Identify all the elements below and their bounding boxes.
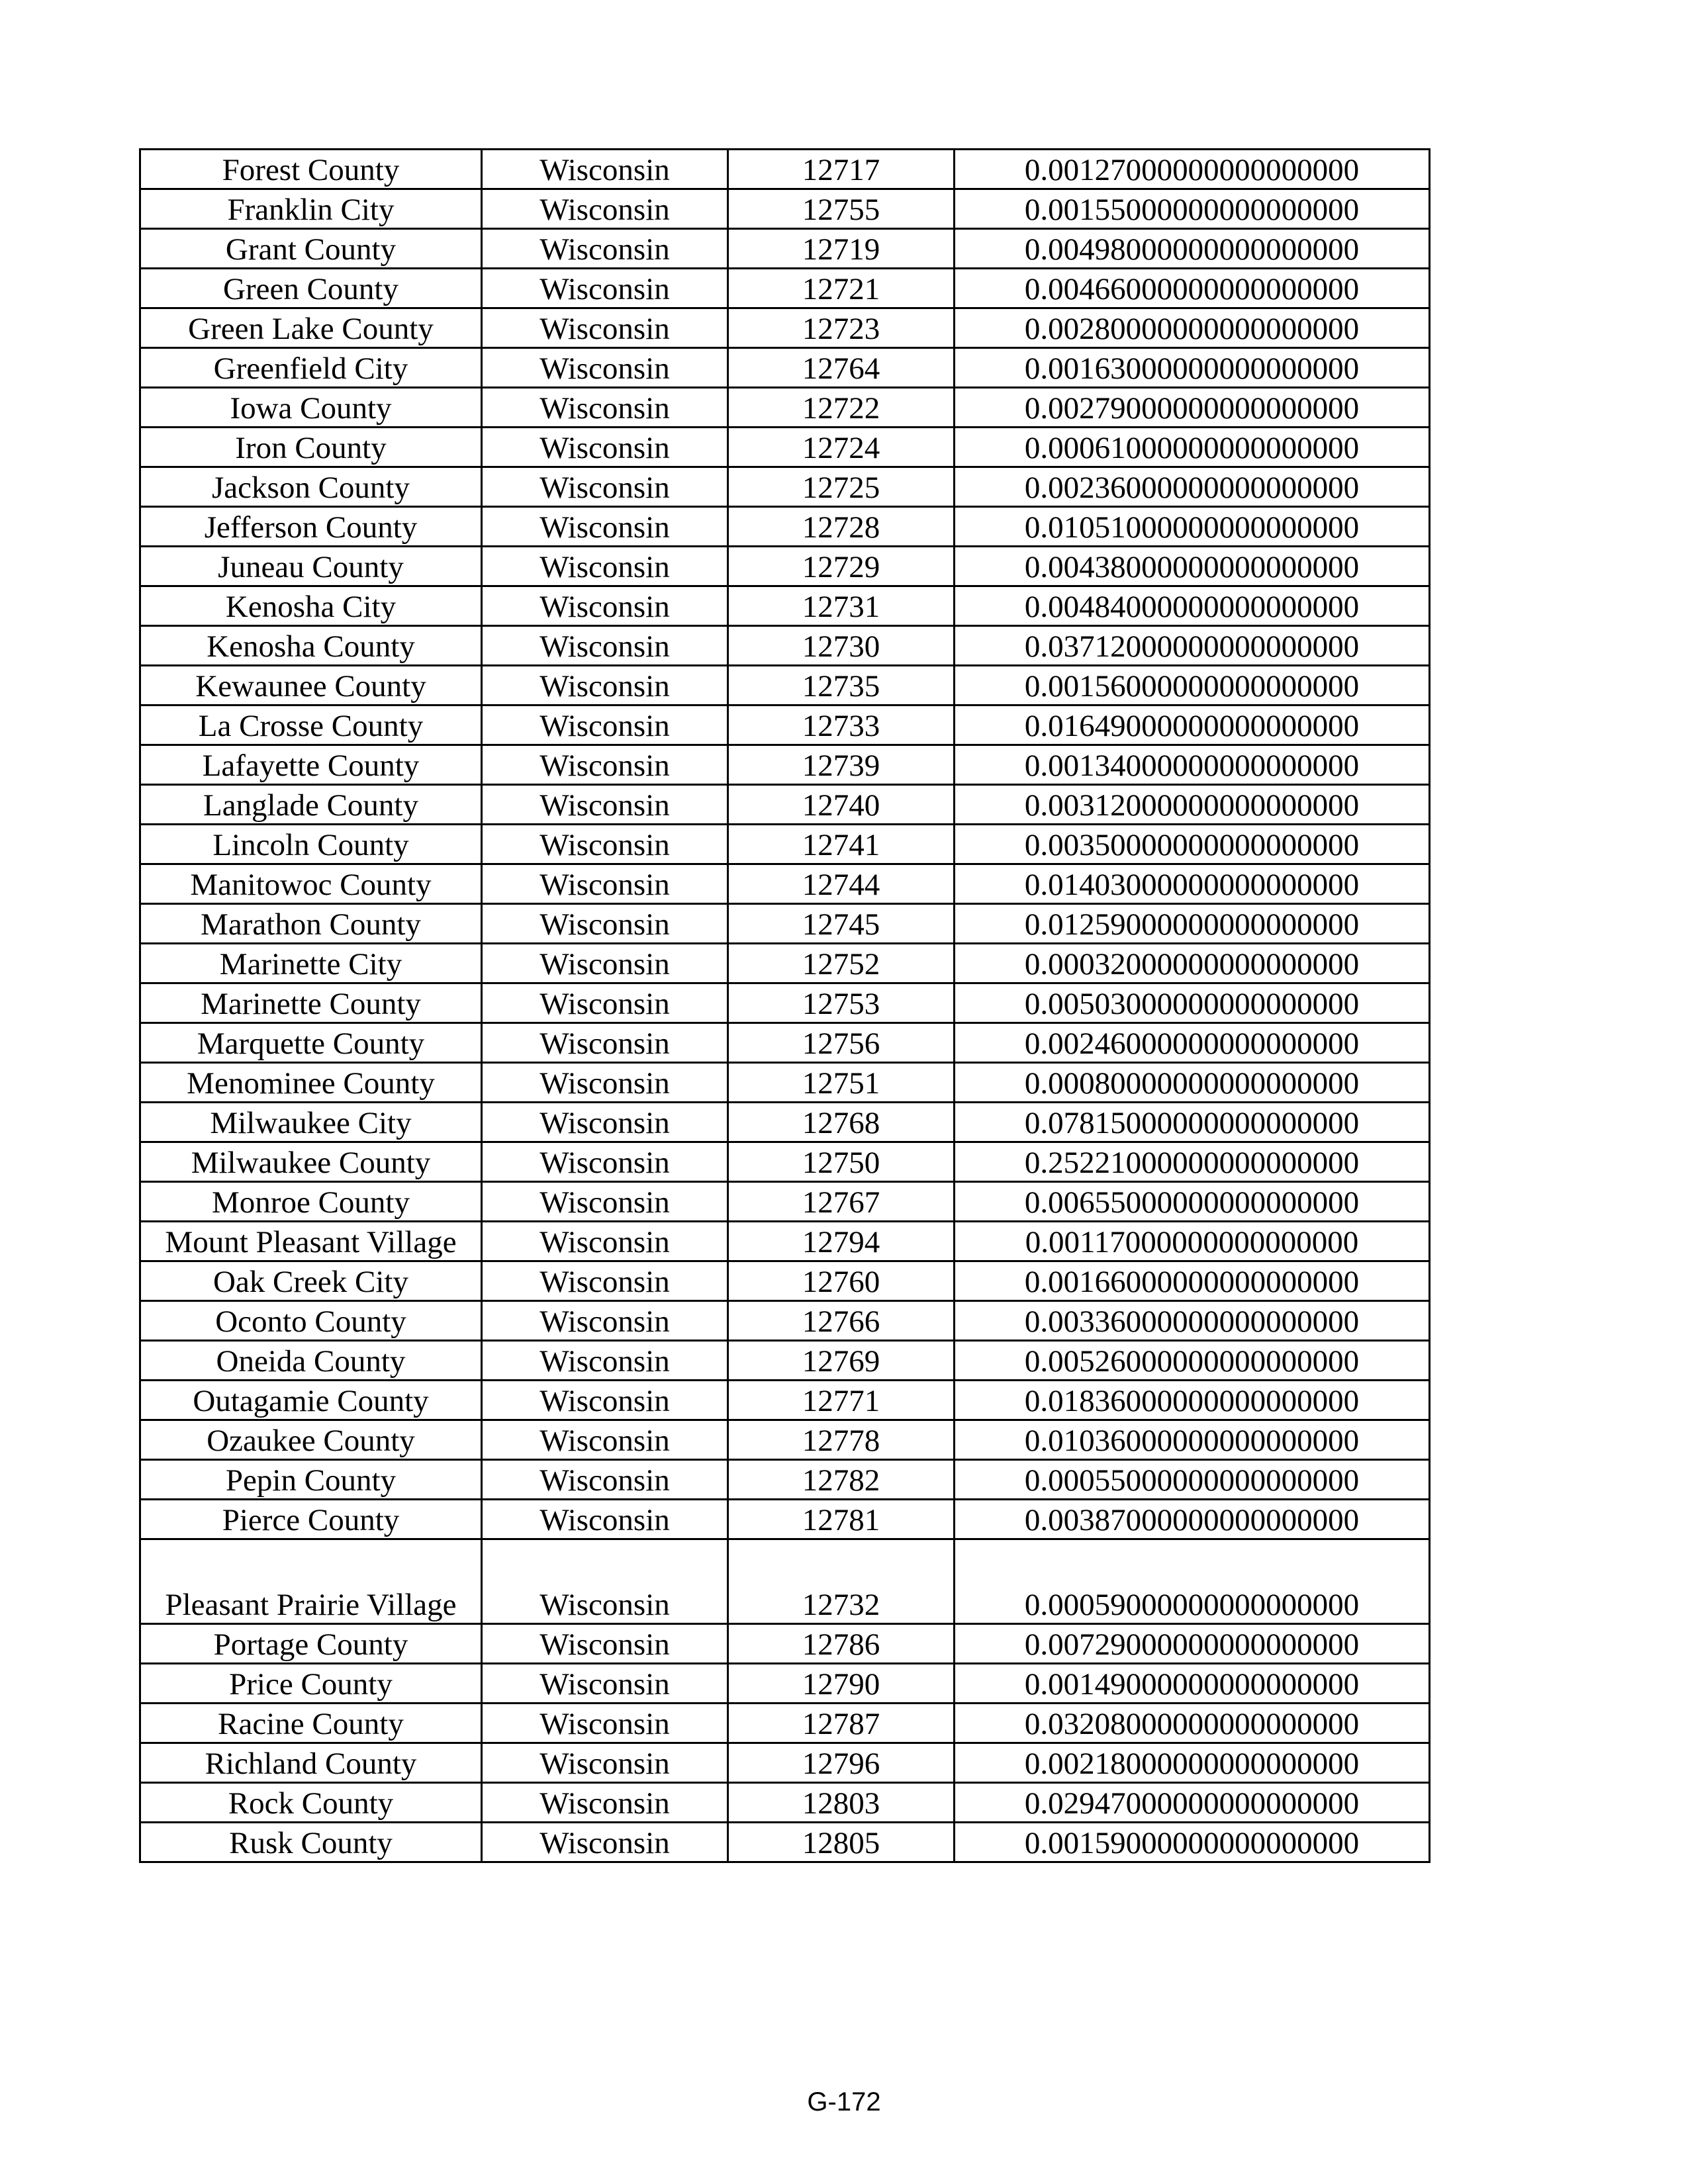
id-cell: 12745: [728, 904, 955, 944]
table-row: [140, 825, 1430, 864]
state-cell: Wisconsin: [482, 1222, 728, 1261]
id-cell: 12729: [728, 547, 955, 586]
table-row: [140, 150, 1430, 189]
percentage-cell: 0.00061000000000000000: [955, 428, 1430, 467]
table-row: [140, 1023, 1430, 1063]
table-row: [140, 229, 1430, 269]
percentage-cell: 0.00466000000000000000: [955, 269, 1430, 308]
percentage-cell: 0.03208000000000000000: [955, 1704, 1430, 1743]
table-row: [140, 666, 1430, 705]
subdivision-name-cell: Portage County: [140, 1624, 482, 1664]
table-row: [140, 745, 1430, 785]
id-cell: 12741: [728, 825, 955, 864]
table-row: [140, 308, 1430, 348]
subdivision-name-cell: Iron County: [140, 428, 482, 467]
table-row: [140, 428, 1430, 467]
table-row: [140, 1103, 1430, 1142]
subdivision-name-cell: Mount Pleasant Village: [140, 1222, 482, 1261]
state-cell: Wisconsin: [482, 1664, 728, 1704]
subdivision-name-cell: Racine County: [140, 1704, 482, 1743]
id-cell: 12805: [728, 1823, 955, 1862]
subdivision-name-cell: Oak Creek City: [140, 1261, 482, 1301]
percentage-cell: 0.00438000000000000000: [955, 547, 1430, 586]
percentage-cell: 0.01036000000000000000: [955, 1420, 1430, 1460]
state-cell: Wisconsin: [482, 547, 728, 586]
id-cell: 12752: [728, 944, 955, 983]
state-cell: Wisconsin: [482, 1063, 728, 1103]
state-cell: Wisconsin: [482, 229, 728, 269]
page-number: G-172: [807, 2087, 881, 2116]
state-cell: Wisconsin: [482, 1704, 728, 1743]
id-cell: 12724: [728, 428, 955, 467]
percentage-cell: 0.00655000000000000000: [955, 1182, 1430, 1222]
table-row: [140, 1182, 1430, 1222]
subdivision-name-cell: Grant County: [140, 229, 482, 269]
subdivision-name-cell: Manitowoc County: [140, 864, 482, 904]
subdivision-name-cell: Lincoln County: [140, 825, 482, 864]
percentage-cell: 0.00236000000000000000: [955, 467, 1430, 507]
table-row: [140, 1624, 1430, 1664]
id-cell: 12753: [728, 983, 955, 1023]
subdivision-name-cell: Milwaukee County: [140, 1142, 482, 1182]
state-cell: Wisconsin: [482, 666, 728, 705]
percentage-cell: 0.00280000000000000000: [955, 308, 1430, 348]
id-cell: 12771: [728, 1381, 955, 1420]
percentage-cell: 0.00055000000000000000: [955, 1460, 1430, 1500]
percentage-cell: 0.00166000000000000000: [955, 1261, 1430, 1301]
state-cell: Wisconsin: [482, 1301, 728, 1341]
id-cell: 12730: [728, 626, 955, 666]
percentage-cell: 0.00156000000000000000: [955, 666, 1430, 705]
state-cell: Wisconsin: [482, 1341, 728, 1381]
state-cell: Wisconsin: [482, 507, 728, 547]
id-cell: 12794: [728, 1222, 955, 1261]
state-cell: Wisconsin: [482, 150, 728, 189]
subdivision-name-cell: Langlade County: [140, 785, 482, 825]
id-cell: 12750: [728, 1142, 955, 1182]
percentage-cell: 0.01259000000000000000: [955, 904, 1430, 944]
subdivision-name-cell: Rock County: [140, 1783, 482, 1823]
subdivision-name-cell: Pleasant Prairie Village: [140, 1539, 482, 1624]
table-row: [140, 1500, 1430, 1539]
subdivision-name-cell: Pierce County: [140, 1500, 482, 1539]
state-cell: Wisconsin: [482, 388, 728, 428]
id-cell: 12782: [728, 1460, 955, 1500]
percentage-cell: 0.07815000000000000000: [955, 1103, 1430, 1142]
subdivision-name-cell: Jackson County: [140, 467, 482, 507]
table-row: [140, 785, 1430, 825]
subdivision-name-cell: Ozaukee County: [140, 1420, 482, 1460]
subdivision-name-cell: Milwaukee City: [140, 1103, 482, 1142]
id-cell: 12796: [728, 1743, 955, 1783]
id-cell: 12751: [728, 1063, 955, 1103]
percentage-cell: 0.00336000000000000000: [955, 1301, 1430, 1341]
percentage-cell: 0.00134000000000000000: [955, 745, 1430, 785]
state-cell: Wisconsin: [482, 1624, 728, 1664]
table-row: [140, 189, 1430, 229]
id-cell: 12725: [728, 467, 955, 507]
subdivision-name-cell: Marquette County: [140, 1023, 482, 1063]
subdivision-name-cell: Richland County: [140, 1743, 482, 1783]
state-cell: Wisconsin: [482, 586, 728, 626]
state-cell: Wisconsin: [482, 785, 728, 825]
table-row: [140, 269, 1430, 308]
state-cell: Wisconsin: [482, 189, 728, 229]
id-cell: 12764: [728, 348, 955, 388]
subdivision-name-cell: Rusk County: [140, 1823, 482, 1862]
percentage-cell: 0.00387000000000000000: [955, 1500, 1430, 1539]
percentage-cell: 0.02947000000000000000: [955, 1783, 1430, 1823]
state-cell: Wisconsin: [482, 1460, 728, 1500]
id-cell: 12781: [728, 1500, 955, 1539]
percentage-cell: 0.01403000000000000000: [955, 864, 1430, 904]
percentage-cell: 0.00080000000000000000: [955, 1063, 1430, 1103]
subdivision-name-cell: Lafayette County: [140, 745, 482, 785]
table-row: [140, 586, 1430, 626]
table-row: [140, 1301, 1430, 1341]
id-cell: 12733: [728, 705, 955, 745]
percentage-cell: 0.01051000000000000000: [955, 507, 1430, 547]
state-cell: Wisconsin: [482, 1023, 728, 1063]
subdivision-name-cell: Marinette County: [140, 983, 482, 1023]
id-cell: 12731: [728, 586, 955, 626]
subdivision-name-cell: Greenfield City: [140, 348, 482, 388]
state-cell: Wisconsin: [482, 1783, 728, 1823]
state-cell: Wisconsin: [482, 308, 728, 348]
percentage-cell: 0.01649000000000000000: [955, 705, 1430, 745]
table-row: [140, 904, 1430, 944]
id-cell: 12803: [728, 1783, 955, 1823]
percentage-cell: 0.00246000000000000000: [955, 1023, 1430, 1063]
percentage-cell: 0.03712000000000000000: [955, 626, 1430, 666]
state-cell: Wisconsin: [482, 1381, 728, 1420]
percentage-cell: 0.00059000000000000000: [955, 1539, 1430, 1624]
subdivision-name-cell: Green County: [140, 269, 482, 308]
subdivision-name-cell: Franklin City: [140, 189, 482, 229]
id-cell: 12767: [728, 1182, 955, 1222]
percentage-cell: 0.00163000000000000000: [955, 348, 1430, 388]
state-cell: Wisconsin: [482, 1103, 728, 1142]
id-cell: 12721: [728, 269, 955, 308]
table-row: [140, 1420, 1430, 1460]
state-cell: Wisconsin: [482, 983, 728, 1023]
subdivision-name-cell: Kewaunee County: [140, 666, 482, 705]
id-cell: 12744: [728, 864, 955, 904]
id-cell: 12739: [728, 745, 955, 785]
table-row: [140, 547, 1430, 586]
state-cell: Wisconsin: [482, 1420, 728, 1460]
table-row: [140, 1704, 1430, 1743]
id-cell: 12755: [728, 189, 955, 229]
state-cell: Wisconsin: [482, 348, 728, 388]
table-row: [140, 864, 1430, 904]
table-row: [140, 1783, 1430, 1823]
subdivision-name-cell: Jefferson County: [140, 507, 482, 547]
id-cell: 12769: [728, 1341, 955, 1381]
id-cell: 12723: [728, 308, 955, 348]
table-row: [140, 1261, 1430, 1301]
percentage-cell: 0.00498000000000000000: [955, 229, 1430, 269]
table-row: [140, 626, 1430, 666]
subdivision-name-cell: Kenosha County: [140, 626, 482, 666]
table-row: [140, 1460, 1430, 1500]
percentage-cell: 0.00503000000000000000: [955, 983, 1430, 1023]
state-cell: Wisconsin: [482, 467, 728, 507]
percentage-cell: 0.00127000000000000000: [955, 150, 1430, 189]
table-row: [140, 1664, 1430, 1704]
percentage-cell: 0.00149000000000000000: [955, 1664, 1430, 1704]
subdivision-name-cell: Marathon County: [140, 904, 482, 944]
state-cell: Wisconsin: [482, 1539, 728, 1624]
percentage-cell: 0.00155000000000000000: [955, 189, 1430, 229]
percentage-cell: 0.00032000000000000000: [955, 944, 1430, 983]
id-cell: 12722: [728, 388, 955, 428]
subdivision-name-cell: Pepin County: [140, 1460, 482, 1500]
table-row: [140, 944, 1430, 983]
id-cell: 12719: [728, 229, 955, 269]
table-row: [140, 467, 1430, 507]
state-cell: Wisconsin: [482, 904, 728, 944]
table-row: [140, 983, 1430, 1023]
subdivision-name-cell: Oneida County: [140, 1341, 482, 1381]
id-cell: 12732: [728, 1539, 955, 1624]
state-cell: Wisconsin: [482, 1823, 728, 1862]
allocation-table: [139, 148, 1430, 1863]
id-cell: 12728: [728, 507, 955, 547]
percentage-cell: 0.00729000000000000000: [955, 1624, 1430, 1664]
id-cell: 12756: [728, 1023, 955, 1063]
state-cell: Wisconsin: [482, 705, 728, 745]
state-cell: Wisconsin: [482, 825, 728, 864]
subdivision-name-cell: Price County: [140, 1664, 482, 1704]
percentage-cell: 0.01836000000000000000: [955, 1381, 1430, 1420]
id-cell: 12766: [728, 1301, 955, 1341]
table-row: [140, 348, 1430, 388]
state-cell: Wisconsin: [482, 1500, 728, 1539]
table-row: [140, 1539, 1430, 1624]
percentage-cell: 0.00159000000000000000: [955, 1823, 1430, 1862]
percentage-cell: 0.00312000000000000000: [955, 785, 1430, 825]
table-row: [140, 1381, 1430, 1420]
state-cell: Wisconsin: [482, 626, 728, 666]
percentage-cell: 0.00218000000000000000: [955, 1743, 1430, 1783]
id-cell: 12786: [728, 1624, 955, 1664]
subdivision-name-cell: Menominee County: [140, 1063, 482, 1103]
table-row: [140, 705, 1430, 745]
id-cell: 12768: [728, 1103, 955, 1142]
table-row: [140, 1823, 1430, 1862]
subdivision-name-cell: Juneau County: [140, 547, 482, 586]
table-row: [140, 1341, 1430, 1381]
id-cell: 12740: [728, 785, 955, 825]
percentage-cell: 0.00350000000000000000: [955, 825, 1430, 864]
state-cell: Wisconsin: [482, 944, 728, 983]
subdivision-name-cell: Oconto County: [140, 1301, 482, 1341]
table-row: [140, 1142, 1430, 1182]
id-cell: 12787: [728, 1704, 955, 1743]
id-cell: 12790: [728, 1664, 955, 1704]
subdivision-name-cell: Iowa County: [140, 388, 482, 428]
subdivision-name-cell: Outagamie County: [140, 1381, 482, 1420]
state-cell: Wisconsin: [482, 269, 728, 308]
subdivision-name-cell: Marinette City: [140, 944, 482, 983]
percentage-cell: 0.00484000000000000000: [955, 586, 1430, 626]
table-body: [140, 150, 1430, 1862]
id-cell: 12717: [728, 150, 955, 189]
state-cell: Wisconsin: [482, 1261, 728, 1301]
percentage-cell: 0.00279000000000000000: [955, 388, 1430, 428]
state-cell: Wisconsin: [482, 745, 728, 785]
subdivision-name-cell: Monroe County: [140, 1182, 482, 1222]
table-row: [140, 1063, 1430, 1103]
percentage-cell: 0.00117000000000000000: [955, 1222, 1430, 1261]
state-cell: Wisconsin: [482, 1182, 728, 1222]
state-cell: Wisconsin: [482, 428, 728, 467]
id-cell: 12778: [728, 1420, 955, 1460]
percentage-cell: 0.00526000000000000000: [955, 1341, 1430, 1381]
table-row: [140, 1743, 1430, 1783]
id-cell: 12735: [728, 666, 955, 705]
state-cell: Wisconsin: [482, 1743, 728, 1783]
id-cell: 12760: [728, 1261, 955, 1301]
state-cell: Wisconsin: [482, 1142, 728, 1182]
subdivision-name-cell: La Crosse County: [140, 705, 482, 745]
table-row: [140, 1222, 1430, 1261]
table-row: [140, 388, 1430, 428]
table-row: [140, 507, 1430, 547]
subdivision-name-cell: Kenosha City: [140, 586, 482, 626]
percentage-cell: 0.25221000000000000000: [955, 1142, 1430, 1182]
state-cell: Wisconsin: [482, 864, 728, 904]
subdivision-name-cell: Forest County: [140, 150, 482, 189]
subdivision-name-cell: Green Lake County: [140, 308, 482, 348]
